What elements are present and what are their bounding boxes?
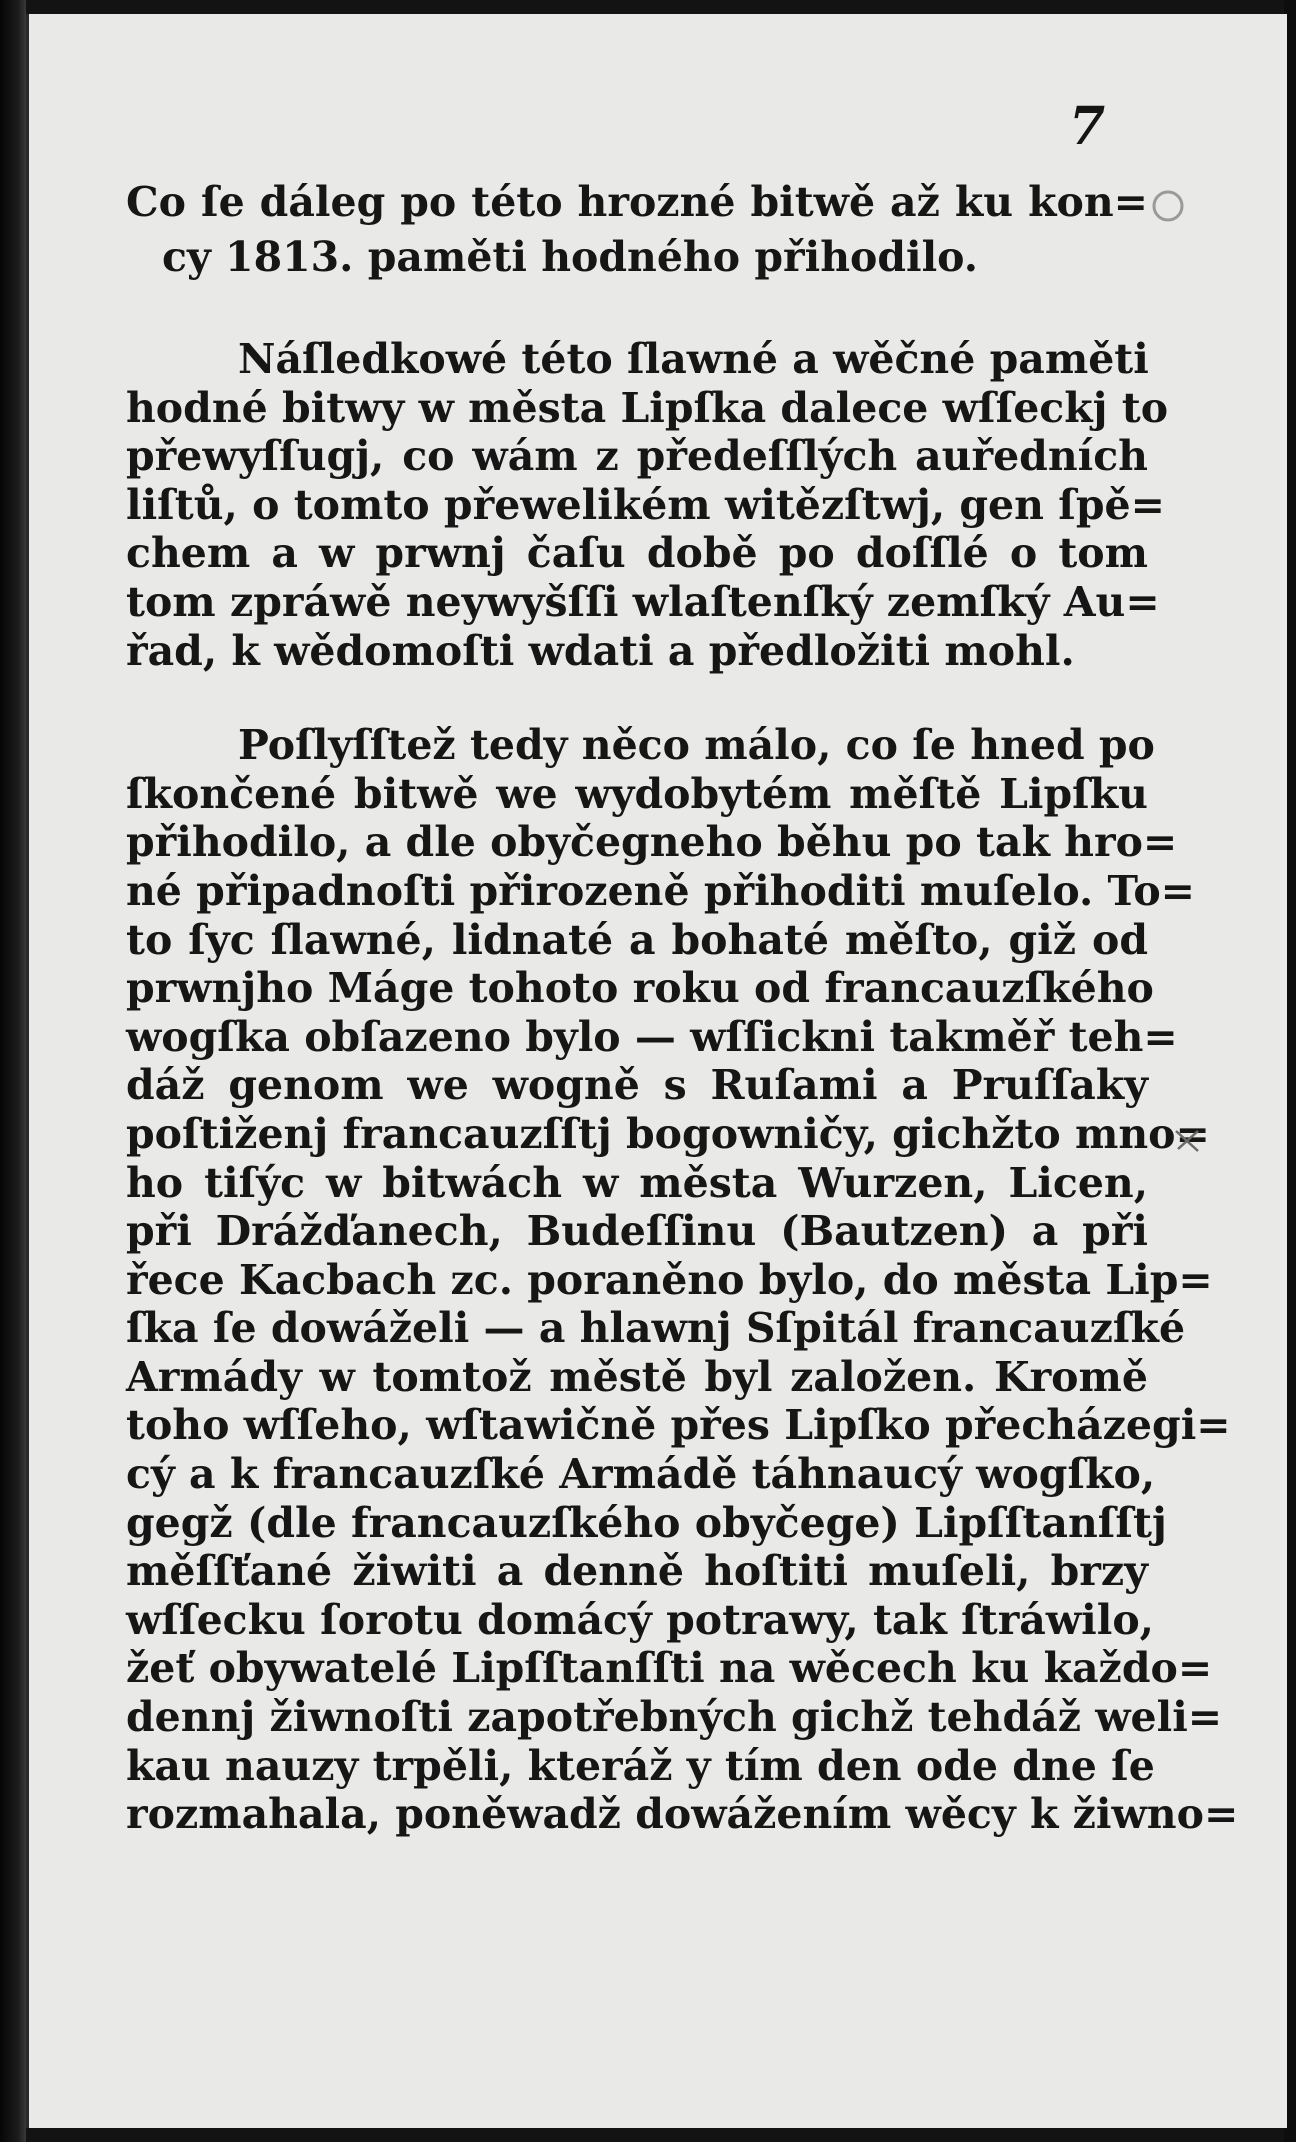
text-line: řad, k wědomoſti wdati a předložiti mohl. bbox=[126, 626, 1075, 675]
text-line: poſtiženj francauzſſtj bogowničy, gichžto mno= bbox=[126, 1109, 1210, 1158]
heading-line: cy 1813. paměti hodného přihodilo. bbox=[162, 233, 979, 281]
text-line: přihodilo, a dle obyčegneho běhu po tak hro= bbox=[126, 818, 1178, 867]
text-line: tom zpráwě neywyšſſi wlaſtenſký zemſký Au= bbox=[126, 577, 1160, 626]
text-line: Náſledkowé této ſlawné a wěčné paměti bbox=[238, 335, 1149, 383]
section-heading bbox=[126, 175, 1148, 285]
text-line: rozmahala, poněwadž dowážením wěcy k žiwno= bbox=[126, 1790, 1239, 1839]
text-line: to ſyc ſlawné, lidnaté a bohaté měſto, giž od bbox=[126, 915, 1148, 964]
text-line: cý a k francauzſké Armádě táhnaucý wogſko, bbox=[126, 1450, 1156, 1499]
text-line: Poſlyſſtež tedy něco málo, co ſe hned po bbox=[238, 721, 1155, 770]
pencil-mark-icon bbox=[1172, 1125, 1202, 1155]
text-line: dáž genom we wogně s Ruſami a Pruſſaky bbox=[126, 1061, 1148, 1110]
text-line: né připadnoſti přirozeně přihoditi muſelo. To= bbox=[126, 866, 1196, 915]
text-line: ho tiſýc w bitwách w města Wurzen, Licen, bbox=[126, 1158, 1148, 1207]
text-line: přewyſſugj, co wám z předeſſlých auředních bbox=[126, 432, 1148, 481]
ink-blot-icon bbox=[1148, 186, 1188, 226]
text-line: prwnjho Máge tohoto roku od francauzſkého bbox=[126, 964, 1154, 1013]
text-line: toho wſſeho, wſtawičně přes Lipſko přecházegi= bbox=[126, 1401, 1231, 1450]
text-line: žeť obywatelé Lipſſtanſſti na wěcech ku každo= bbox=[126, 1644, 1213, 1693]
text-line: gegž (dle francauzſkého obyčege) Lipſſtanſſtj bbox=[126, 1498, 1167, 1547]
text-line: wogſka obſazeno bylo — wſſickni takměř teh= bbox=[126, 1012, 1178, 1061]
text-line: měſſťané žiwiti a denně hoſtiti muſeli, brzy bbox=[126, 1547, 1148, 1596]
book-spine-shadow bbox=[0, 0, 26, 2142]
text-line: chem a w prwnj čaſu době po doſſlé o tom bbox=[126, 529, 1148, 578]
paragraph-2 bbox=[126, 721, 1239, 1839]
text-line: kau nauzy trpěli, kteráž y tím den ode dne ſe bbox=[126, 1741, 1155, 1790]
text-line: Armády w tomtož městě byl založen. Kromě bbox=[126, 1352, 1148, 1401]
text-line: ſka ſe dowáželi — a hlawnj Sſpitál francauzſké bbox=[126, 1304, 1186, 1353]
text-line: ſkončené bitwě we wydobytém měſtě Lipſku bbox=[126, 769, 1148, 818]
text-line: dennj žiwnoſti zapotřebných gichž tehdáž weli= bbox=[126, 1693, 1223, 1742]
text-line: hodné bitwy w města Lipſka dalece wſſeckj to bbox=[126, 383, 1169, 432]
heading-line: Co ſe dáleg po této hrozné bitwě až ku kon= bbox=[126, 178, 1148, 226]
text-line: při Drážďanech, Budeſſinu (Bautzen) a při bbox=[126, 1207, 1148, 1256]
text-line: liſtů, o tomto přewelikém witězſtwj, gen ſpě= bbox=[126, 480, 1165, 529]
text-line: wſſecku ſorotu domácý potrawy, tak ſtráwilo, bbox=[126, 1595, 1154, 1644]
paragraph-1 bbox=[126, 335, 1169, 675]
body-text bbox=[126, 175, 1239, 1839]
text-line: řece Kacbach zc. poraněno bylo, do města Lip= bbox=[126, 1255, 1213, 1304]
page-number: 7 bbox=[1069, 96, 1106, 157]
